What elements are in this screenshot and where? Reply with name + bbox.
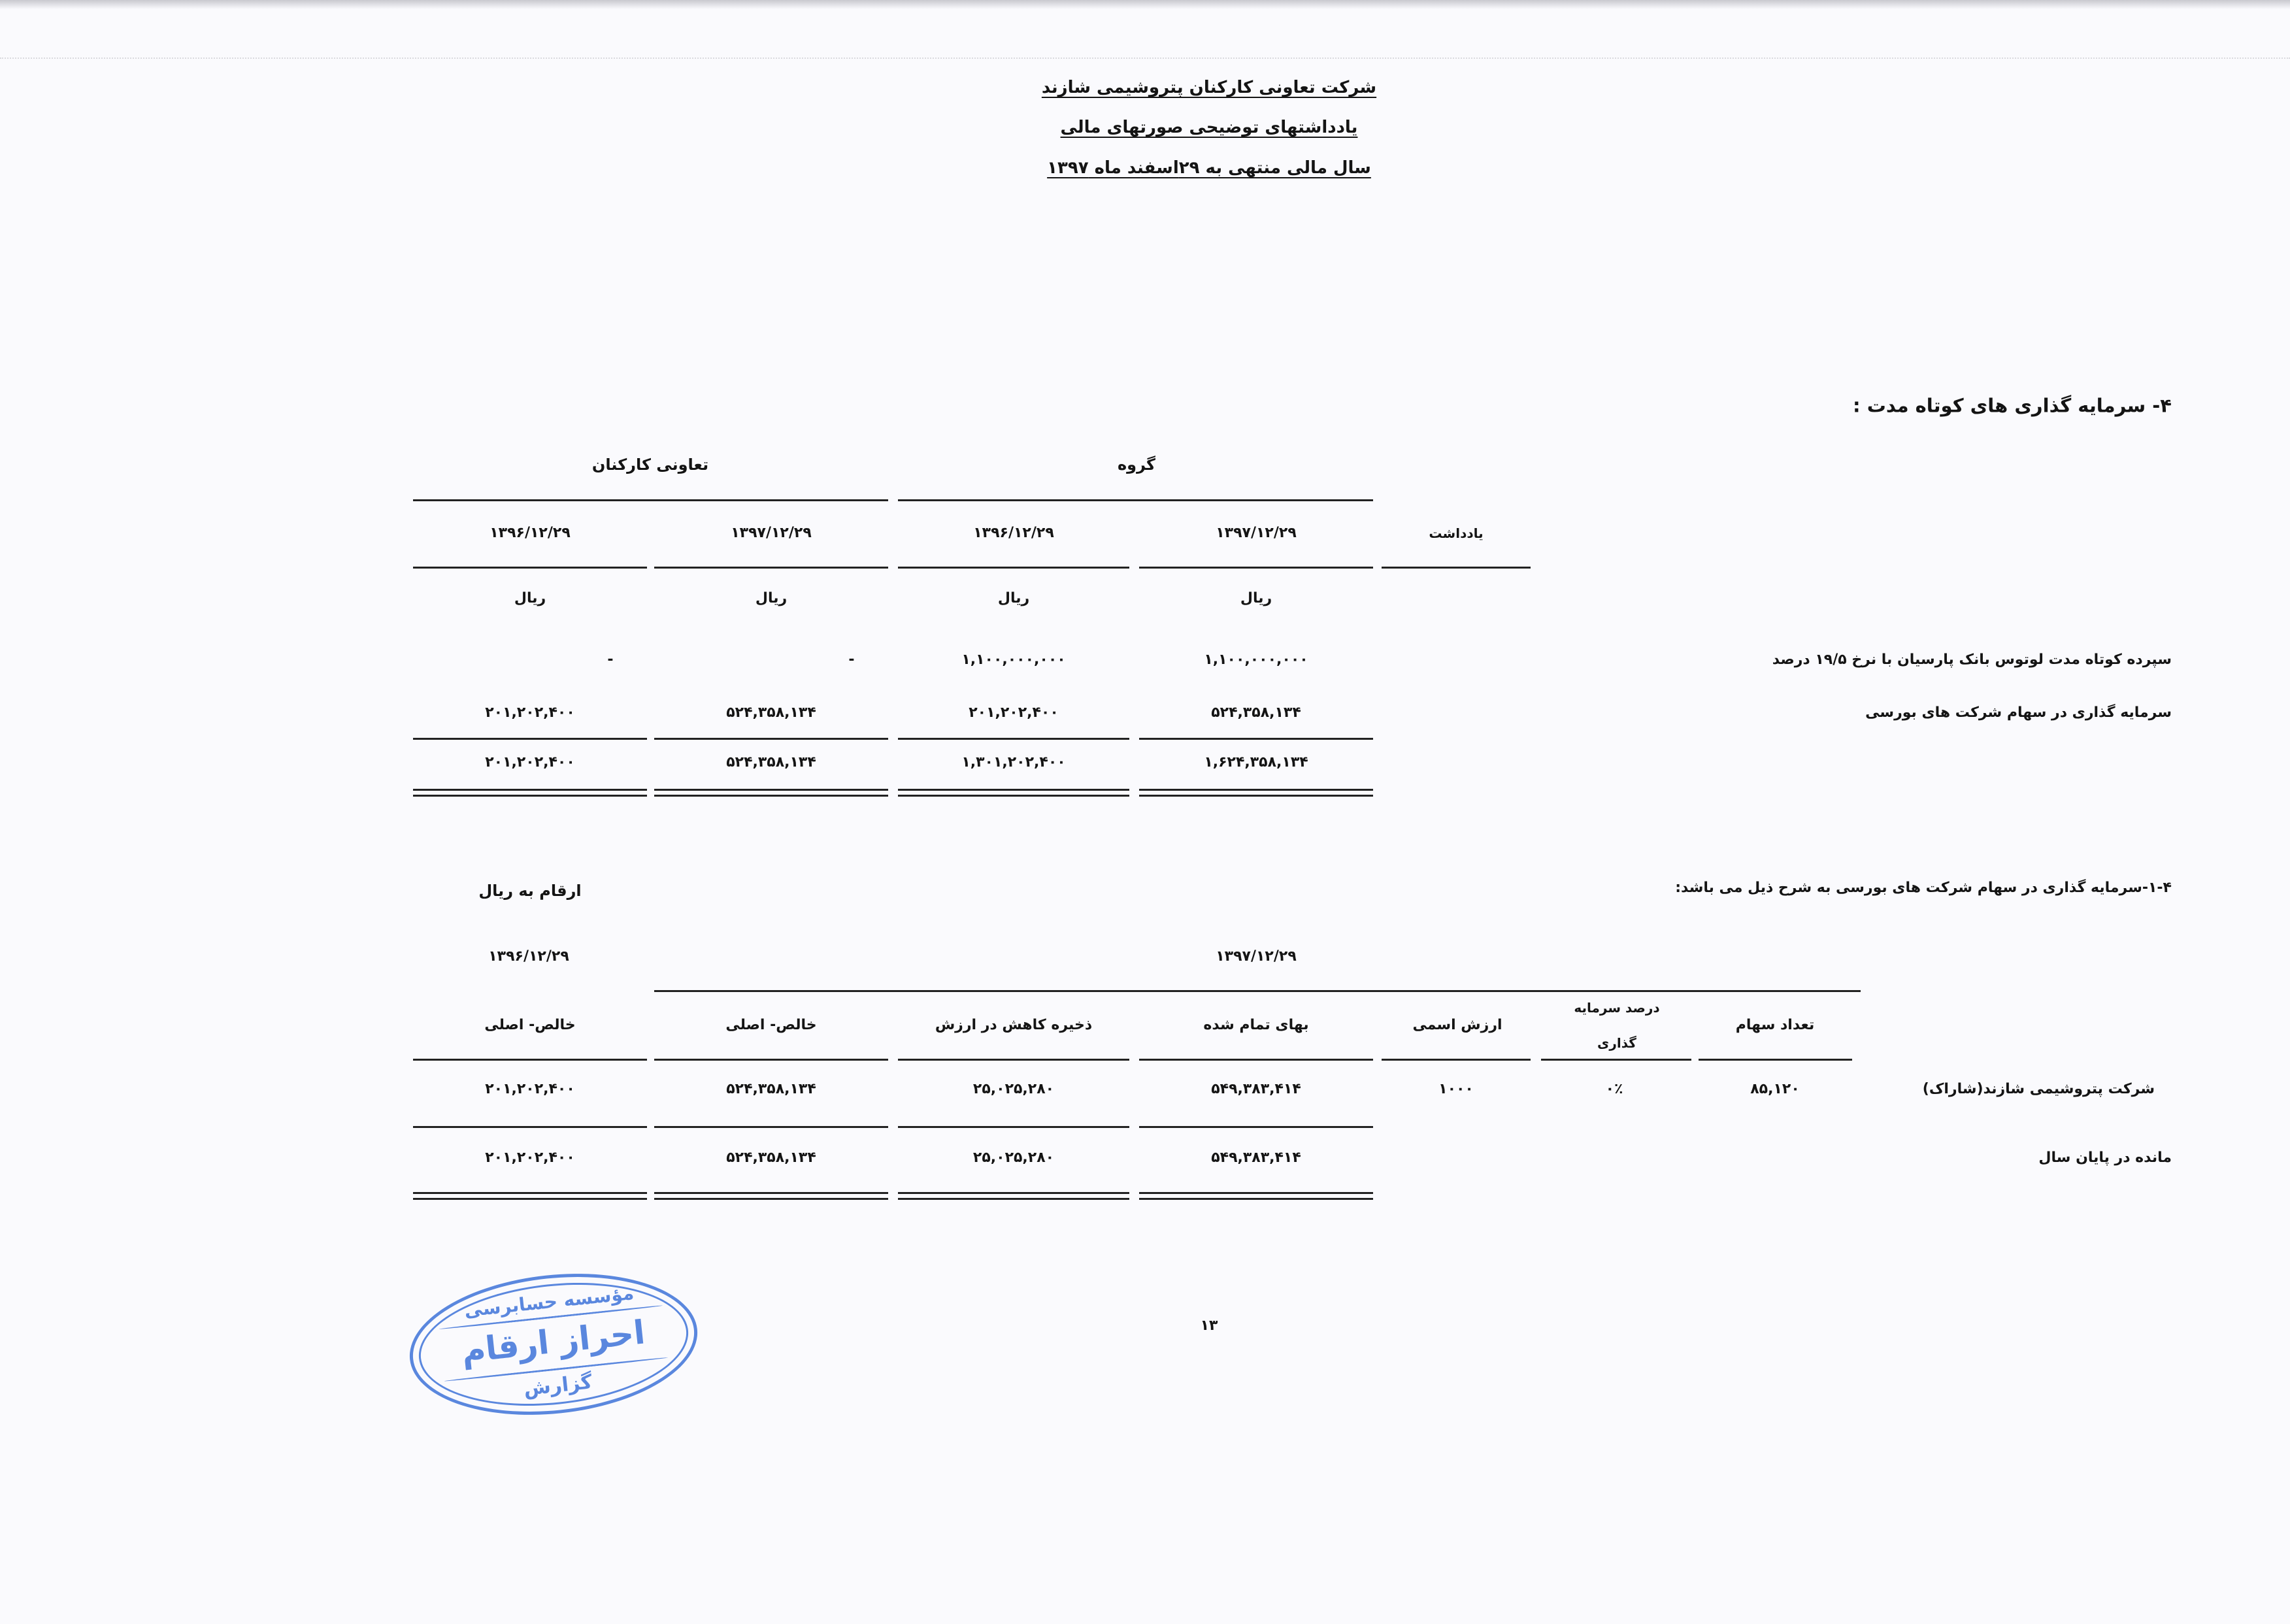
- column-rule: [1382, 567, 1531, 569]
- date-group-rule: [654, 990, 1861, 992]
- stamp-text: گزارش: [522, 1370, 593, 1401]
- double-rule: [654, 1198, 888, 1200]
- double-rule: [898, 1198, 1129, 1200]
- row-label: مانده در پایان سال: [2038, 1150, 2172, 1166]
- row-label: شرکت پتروشیمی شازند(شاراک): [1922, 1081, 2155, 1097]
- total-amount: ۱,۳۰۱,۲۰۲,۴۰۰: [961, 754, 1066, 771]
- auditor-stamp: [403, 1260, 705, 1428]
- unit-label: ریال: [997, 590, 1030, 606]
- amount-cell: ۲۰۱,۲۰۲,۴۰۰: [485, 704, 575, 721]
- group-header-rule: [898, 499, 1373, 501]
- group-header: گروه: [1118, 456, 1155, 474]
- double-rule: [1139, 795, 1373, 797]
- amount-cell: -: [848, 652, 855, 668]
- total-amount: ۲۵,۰۲۵,۲۸۰: [972, 1150, 1055, 1166]
- double-rule: [898, 789, 1129, 791]
- amount-cell: ۵۴۹,۳۸۳,۴۱۴: [1211, 1081, 1301, 1097]
- column-header: بهای تمام شده: [1203, 1017, 1309, 1033]
- double-rule: [654, 789, 888, 791]
- unit-label: ریال: [514, 590, 546, 606]
- amount-cell: ۱,۱۰۰,۰۰۰,۰۰۰: [1204, 652, 1308, 668]
- column-header: گذاری: [1597, 1035, 1636, 1051]
- double-rule: [413, 1192, 647, 1194]
- double-rule: [1139, 1198, 1373, 1200]
- subtotal-rule: [413, 738, 647, 740]
- subtotal-rule: [898, 738, 1129, 740]
- date-header: ۱۳۹۶/۱۲/۲۹: [488, 948, 569, 965]
- double-rule: [1139, 1192, 1373, 1194]
- column-rule: [1699, 1059, 1852, 1061]
- amount-cell: ۵۲۴,۳۵۸,۱۳۴: [726, 1081, 816, 1097]
- amount-cell: ۵۲۴,۳۵۸,۱۳۴: [1211, 704, 1301, 721]
- double-rule: [413, 789, 647, 791]
- scan-edge: [0, 0, 2290, 9]
- column-header: ذخیره کاهش در ارزش: [935, 1017, 1093, 1033]
- cooperative-header: تعاونی کارکنان: [591, 456, 709, 474]
- amount-cell: ۱۰۰۰: [1438, 1081, 1474, 1097]
- amount-cell: ۱,۱۰۰,۰۰۰,۰۰۰: [961, 652, 1066, 668]
- total-amount: ۲۰۱,۲۰۲,۴۰۰: [485, 1150, 575, 1166]
- row-label: سپرده کوتاه مدت لوتوس بانک پارسیان با نرخ ۱۹/۵ درصد: [1772, 652, 2172, 668]
- note-column-header: یادداشت: [1429, 525, 1484, 541]
- amount-cell: ۲۵,۰۲۵,۲۸۰: [972, 1081, 1055, 1097]
- amount-cell: ۸۵,۱۲۰: [1750, 1081, 1800, 1097]
- double-rule: [1139, 789, 1373, 791]
- date-header: ۱۳۹۶/۱۲/۲۹: [973, 525, 1054, 541]
- unit-label: ریال: [755, 590, 788, 606]
- date-header: ۱۳۹۷/۱۲/۲۹: [1216, 948, 1297, 965]
- total-amount: ۱,۶۲۴,۳۵۸,۱۳۴: [1204, 754, 1308, 771]
- subtotal-rule: [1139, 738, 1373, 740]
- column-header: خالص- اصلی: [484, 1017, 576, 1033]
- subtotal-rule: [654, 1126, 888, 1128]
- column-header: ارزش اسمی: [1412, 1017, 1502, 1033]
- column-rule: [654, 567, 888, 569]
- total-amount: ۲۰۱,۲۰۲,۴۰۰: [485, 754, 575, 771]
- total-amount: ۵۲۴,۳۵۸,۱۳۴: [726, 754, 816, 771]
- unit-note: ارقام به ریال: [478, 882, 582, 900]
- double-rule: [898, 1192, 1129, 1194]
- date-header: ۱۳۹۷/۱۲/۲۹: [1216, 525, 1297, 541]
- column-rule: [413, 1059, 647, 1061]
- stamp-text: مؤسسه حسابرسی: [463, 1282, 635, 1321]
- column-rule: [654, 1059, 888, 1061]
- row-label: سرمایه گذاری در سهام شرکت های بورسی: [1865, 704, 2172, 721]
- page-number: ۱۳: [1200, 1317, 1218, 1334]
- subtotal-rule: [898, 1126, 1129, 1128]
- amount-cell: -: [607, 652, 614, 668]
- note4-title: ۴- سرمایه گذاری های کوتاه مدت :: [1853, 394, 2172, 417]
- double-rule: [413, 795, 647, 797]
- subtotal-rule: [654, 738, 888, 740]
- total-amount: ۵۲۴,۳۵۸,۱۳۴: [726, 1150, 816, 1166]
- column-rule: [1139, 1059, 1373, 1061]
- column-rule: [898, 567, 1129, 569]
- column-rule: [1541, 1059, 1691, 1061]
- scan-dust: [0, 58, 2290, 59]
- subtotal-rule: [413, 1126, 647, 1128]
- amount-cell: ۲۰۱,۲۰۲,۴۰۰: [969, 704, 1059, 721]
- column-header: درصد سرمایه: [1574, 1000, 1660, 1016]
- double-rule: [654, 795, 888, 797]
- subtotal-rule: [1139, 1126, 1373, 1128]
- double-rule: [413, 1198, 647, 1200]
- total-amount: ۵۴۹,۳۸۳,۴۱۴: [1211, 1150, 1301, 1166]
- column-header: تعداد سهام: [1735, 1017, 1815, 1033]
- double-rule: [898, 795, 1129, 797]
- column-rule: [1382, 1059, 1531, 1061]
- amount-cell: ۵۲۴,۳۵۸,۱۳۴: [726, 704, 816, 721]
- date-header: ۱۳۹۶/۱۲/۲۹: [490, 525, 571, 541]
- double-rule: [654, 1192, 888, 1194]
- note4-1-title: ۱-۴-سرمایه گذاری در سهام شرکت های بورسی به شرح ذیل می باشد:: [1675, 880, 2172, 896]
- date-header: ۱۳۹۷/۱۲/۲۹: [731, 525, 812, 541]
- stamp-text: احراز ارقام: [459, 1313, 647, 1370]
- cooperative-header-rule: [413, 499, 888, 501]
- amount-cell: ۰٪: [1605, 1081, 1623, 1097]
- company-name: شرکت تعاونی کارکنان پتروشیمی شازند: [1041, 78, 1377, 97]
- fiscal-period: سال مالی منتهی به ۲۹اسفند ماه ۱۳۹۷: [1047, 158, 1371, 178]
- column-rule: [1139, 567, 1373, 569]
- unit-label: ریال: [1240, 590, 1272, 606]
- column-rule: [413, 567, 647, 569]
- notes-subtitle: یادداشتهای توضیحی صورتهای مالی: [1060, 118, 1358, 137]
- column-header: خالص- اصلی: [725, 1017, 817, 1033]
- amount-cell: ۲۰۱,۲۰۲,۴۰۰: [485, 1081, 575, 1097]
- column-rule: [898, 1059, 1129, 1061]
